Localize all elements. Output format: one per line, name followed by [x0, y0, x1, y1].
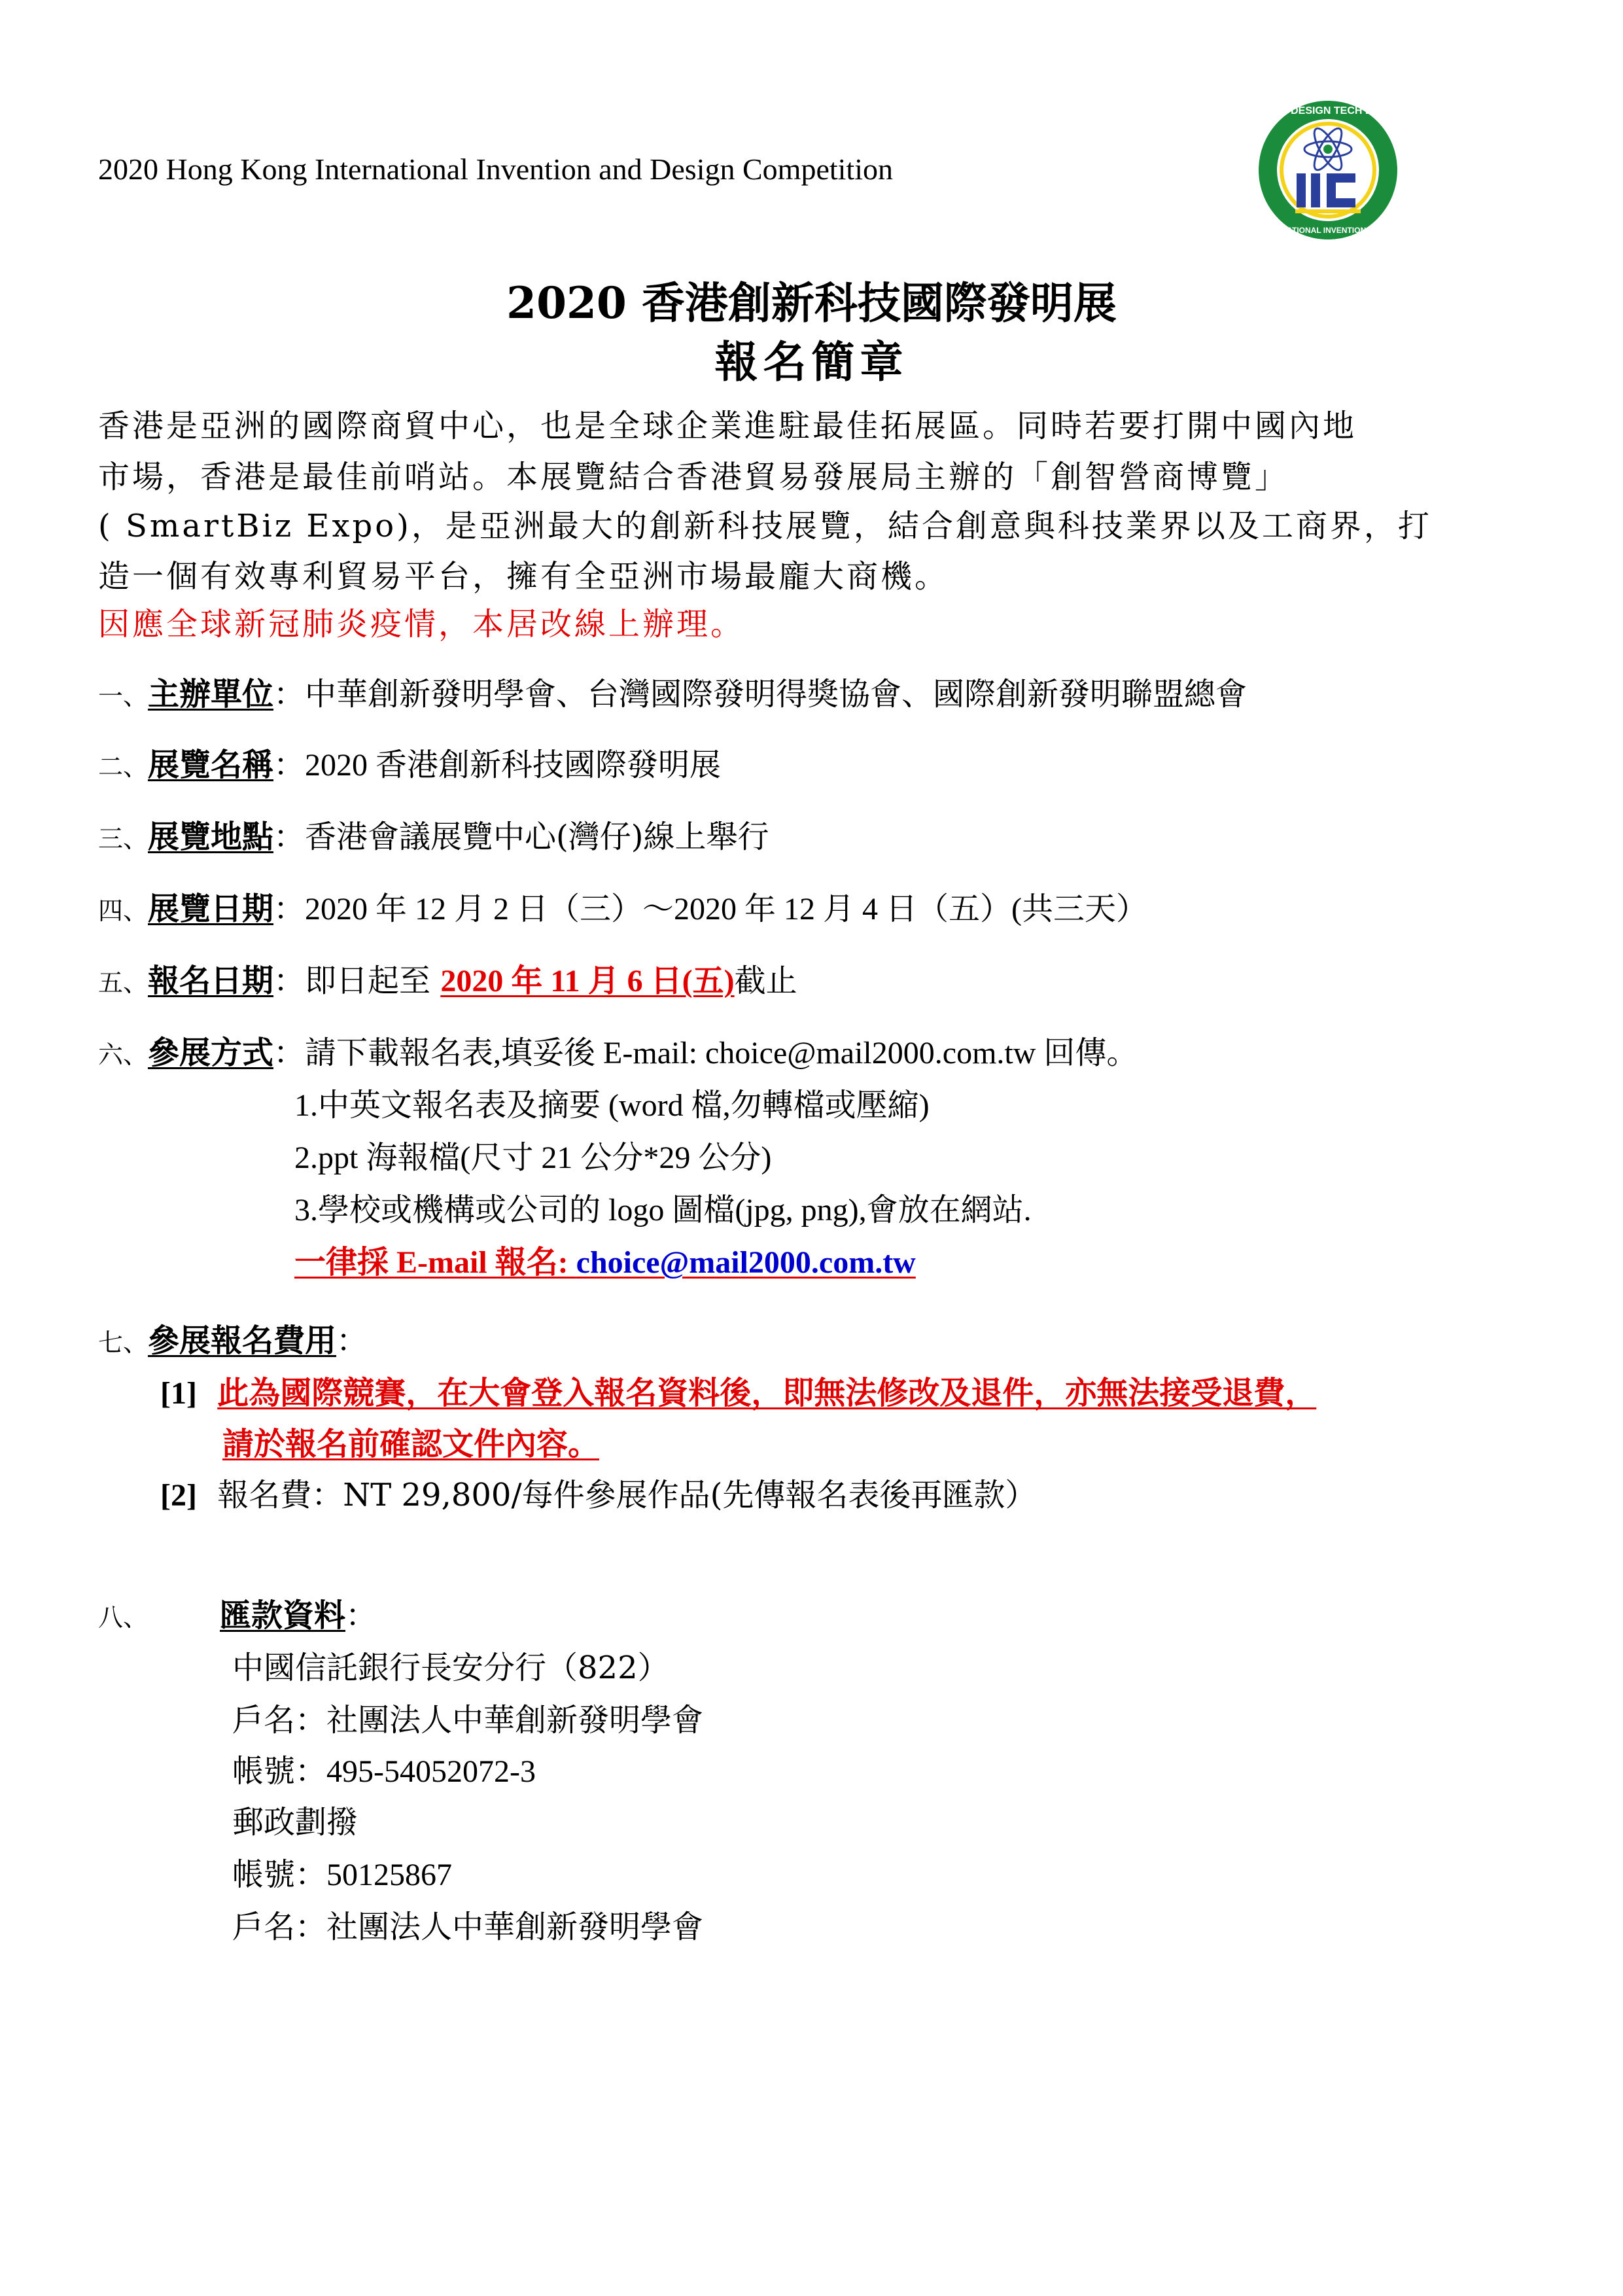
section-7-item-2-tag: [2] — [160, 1478, 197, 1513]
section-1-label: 主辦單位 — [148, 676, 274, 713]
section-4-sep: ： — [273, 891, 305, 927]
section-1-value: 中華創新發明學會、台灣國際發明得獎協會、國際創新發明聯盟總會 — [305, 676, 1248, 713]
title-line2: 報名簡章 — [714, 336, 909, 387]
section-5-num: 五、 — [98, 968, 148, 997]
bank-line-6: 戶名：社團法人中華創新發明學會 — [232, 1909, 704, 1945]
section-6-value: 請下載報名表,填妥後 E-mail: choice@mail2000.com.tw 回傳。 — [305, 1036, 1138, 1070]
section-7-item-1-line2: 請於報名前確認文件內容。 — [222, 1426, 600, 1462]
section-7-item-1-tag: [1] — [160, 1376, 197, 1411]
section-7-sep: ： — [336, 1322, 368, 1359]
section-5-deadline: 2020 年 11 月 6 日(五) — [440, 964, 735, 998]
bank-line-1: 中國信託銀行長安分行（822） — [232, 1650, 669, 1686]
section-2-value: 2020 香港創新科技國際發明展 — [305, 748, 722, 783]
section-6-sep: ： — [273, 1034, 305, 1071]
section-2-label: 展覽名稱 — [148, 747, 274, 783]
section-3 — [98, 811, 769, 857]
section-5-sep: ： — [273, 963, 305, 999]
section-6 — [98, 1027, 1138, 1072]
bank-line-3: 帳號：495-54052072-3 — [232, 1754, 536, 1789]
bank-line-5: 帳號：50125867 — [232, 1858, 453, 1892]
section-5-value-pre: 即日起至 — [305, 963, 441, 999]
section-2 — [98, 739, 721, 785]
intro-notice: 因應全球新冠肺炎疫情，本居改線上辦理。 — [98, 606, 745, 643]
section-6-email-line — [294, 1237, 916, 1282]
section-4-label: 展覽日期 — [148, 891, 274, 927]
title-line1: 2020 香港創新科技國際發明展 — [506, 277, 1117, 328]
section-2-num: 二、 — [98, 752, 148, 781]
section-3-num: 三、 — [98, 824, 148, 853]
section-1 — [98, 669, 1247, 714]
section-5-value-post: 截止 — [734, 963, 797, 999]
logo-text-top: INNO DESIGN TECH EXPO — [1261, 105, 1395, 116]
section-5-label: 報名日期 — [148, 963, 274, 999]
bank-line-2: 戶名：社團法人中華創新發明學會 — [232, 1702, 704, 1739]
intro-line3: ( SmartBiz Expo)，是亞洲最大的創新科技展覽，結合創意與科技業界以及工商界，打 — [98, 508, 1432, 544]
section-7-num: 七、 — [98, 1328, 148, 1357]
bank-line-4: 郵政劃撥 — [232, 1804, 358, 1841]
header-text: 2020 Hong Kong International Invention and Design Competition — [98, 152, 893, 186]
logo-text-bottom: INTERNATIONAL INVENTION DESIGN — [1257, 226, 1399, 235]
section-7-label: 參展報名費用 — [148, 1322, 337, 1359]
section-6-item-3: 3.學校或機構或公司的 logo 圖檔(jpg, png),會放在網站. — [294, 1193, 1032, 1227]
section-8-sep: ： — [345, 1597, 377, 1634]
iidc-logo-icon — [1256, 98, 1400, 242]
email-link[interactable]: choice@mail2000.com.tw — [576, 1245, 916, 1280]
section-1-sep: ： — [273, 676, 305, 713]
section-8 — [98, 1590, 377, 1635]
section-3-label: 展覽地點 — [148, 819, 274, 855]
section-6-item-1: 1.中英文報名表及摘要 (word 檔,勿轉檔或壓縮) — [294, 1088, 930, 1123]
intro-line4: 造一個有效專利貿易平台，擁有全亞洲市場最龐大商機。 — [98, 558, 949, 595]
section-6-email-label: 一律採 E-mail 報名: — [294, 1245, 576, 1280]
section-3-sep: ： — [273, 819, 305, 855]
section-6-num: 六、 — [98, 1040, 148, 1069]
section-2-sep: ： — [273, 747, 305, 783]
section-8-num: 八、 — [98, 1603, 148, 1632]
section-7-item-1-cont — [222, 1419, 599, 1464]
section-6-label: 參展方式 — [148, 1034, 274, 1071]
section-8-label: 匯款資料 — [220, 1597, 346, 1634]
intro-line1: 香港是亞洲的國際商貿中心，也是全球企業進駐最佳拓展區。同時若要打開中國內地 — [98, 408, 1357, 444]
section-1-num: 一、 — [98, 682, 148, 711]
section-7-item-2 — [160, 1470, 1036, 1515]
section-7-item-2-text: 報名費：NT 29,800/每件參展作品(先傳報名表後再匯款） — [217, 1477, 1037, 1513]
section-4-value: 2020 年 12 月 2 日（三）～2020 年 12 月 4 日（五）(共三天） — [305, 892, 1148, 927]
section-3-value: 香港會議展覽中心(灣仔)線上舉行 — [305, 819, 769, 855]
section-7-item-1 — [160, 1368, 1316, 1413]
section-6-item-2: 2.ppt 海報檔(尺寸 21 公分*29 公分) — [294, 1140, 772, 1175]
section-4-num: 四、 — [98, 896, 148, 925]
section-7 — [98, 1315, 368, 1360]
section-5 — [98, 955, 797, 1000]
intro-line2: 市場，香港是最佳前哨站。本展覽結合香港貿易發展局主辦的「創智營商博覽」 — [98, 459, 1289, 495]
section-7-item-1-line1: 此為國際競賽，在大會登入報名資料後，即無法修改及退件，亦無法接受退費， — [217, 1375, 1317, 1411]
section-4 — [98, 883, 1147, 928]
